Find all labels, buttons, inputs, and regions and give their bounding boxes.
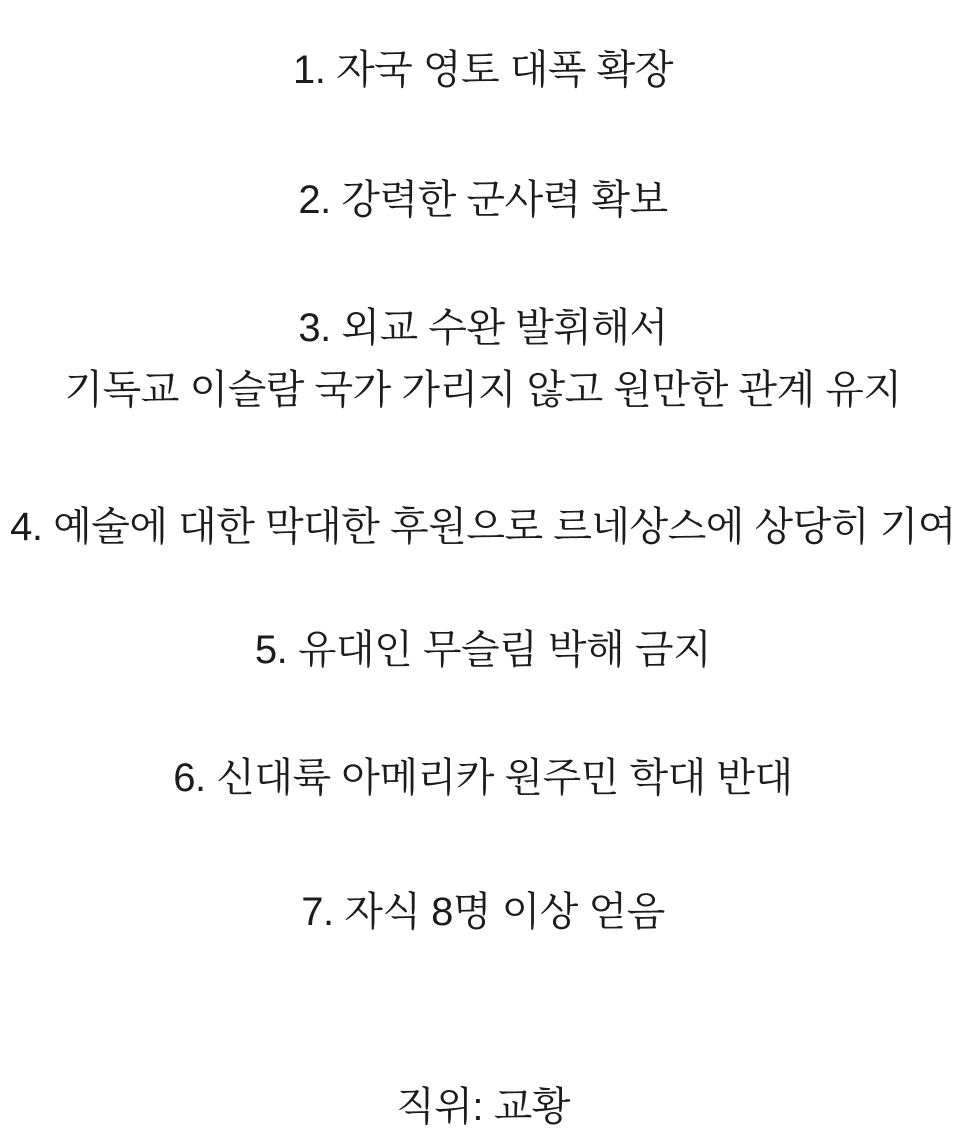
list-item-3-line-1: 3. 외교 수완 발휘해서 [298,306,668,350]
list-item-1: 1. 자국 영토 대폭 확장 [293,48,673,92]
list-item-3-line-2: 기독교 이슬람 국가 가리지 않고 원만한 관계 유지 [64,368,902,412]
position-footer: 직위: 교황 [396,1085,570,1129]
list-item-2: 2. 강력한 군사력 확보 [298,178,668,222]
list-item-4: 4. 예술에 대한 막대한 후원으로 르네상스에 상당히 기여 [10,505,956,549]
list-item-5: 5. 유대인 무슬림 박해 금지 [254,628,712,672]
list-item-7: 7. 자식 8명 이상 얻음 [301,890,665,934]
list-item-6: 6. 신대륙 아메리카 원주민 학대 반대 [173,756,793,800]
